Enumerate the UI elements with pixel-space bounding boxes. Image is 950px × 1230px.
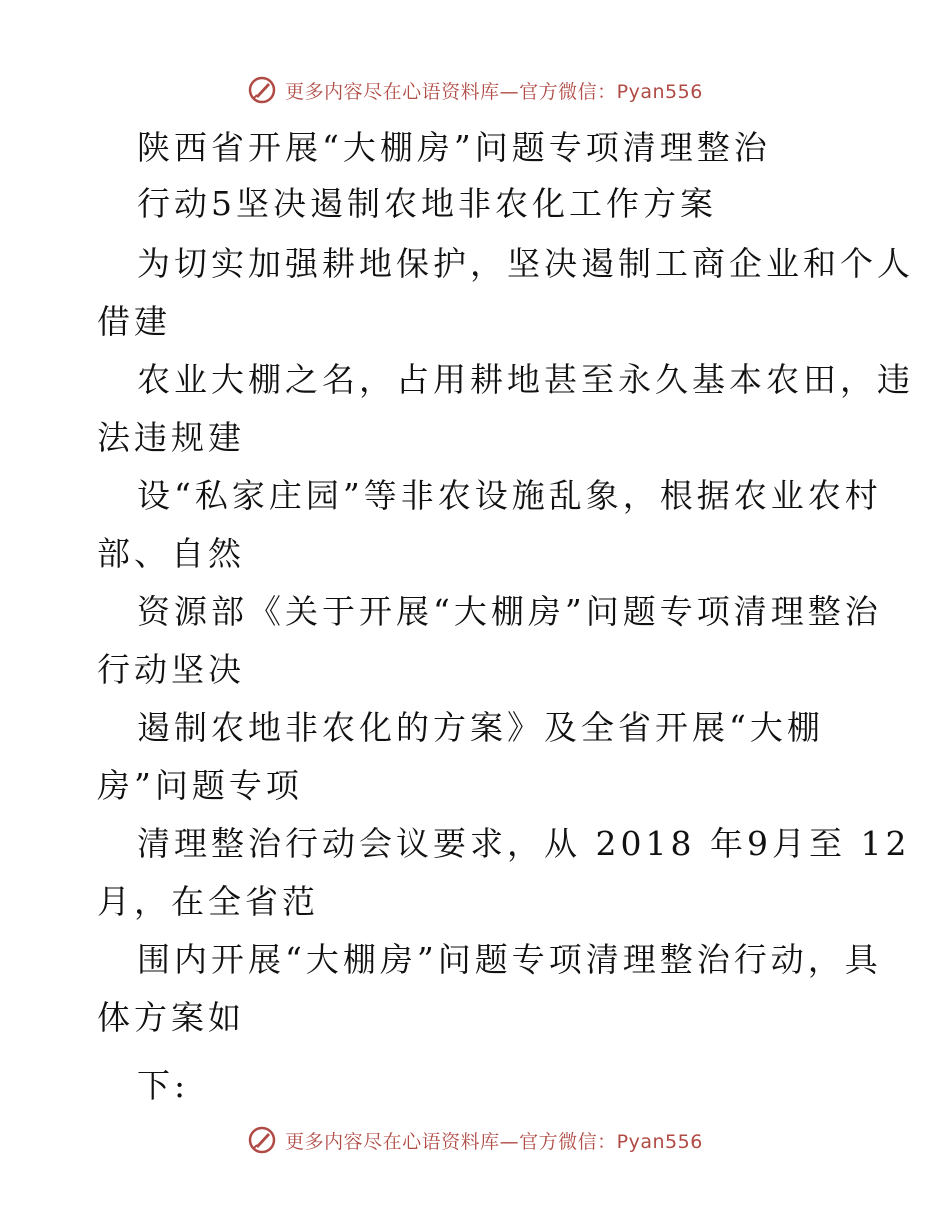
paragraph-line: 月，在全省范 xyxy=(97,882,319,921)
quill-stamp-icon xyxy=(247,1125,277,1155)
watermark-text: 更多内容尽在心语资料库—官方微信：Pyan556 xyxy=(285,80,703,103)
header-watermark xyxy=(0,70,950,110)
paragraph-line: 借建 xyxy=(97,302,171,341)
paragraph-line: 法违规建 xyxy=(97,418,245,457)
watermark-text: 更多内容尽在心语资料库—官方微信：Pyan556 xyxy=(285,1130,703,1153)
doc-title-line-2: 行动5坚决遏制农地非农化工作方案 xyxy=(137,184,717,223)
paragraph-line: 遏制农地非农化的方案》及全省开展“大棚 xyxy=(137,708,824,747)
paragraph-line: 为切实加强耕地保护，坚决遏制工商企业和个人 xyxy=(137,244,914,283)
paragraph-line: 资源部《关于开展“大棚房”问题专项清理整治 xyxy=(137,592,882,631)
paragraph-line: 房”问题专项 xyxy=(97,766,303,805)
paragraph-line: 部、自然 xyxy=(97,534,245,573)
paragraph-line: 围内开展“大棚房”问题专项清理整治行动，具 xyxy=(137,940,882,979)
doc-title-line-1: 陕西省开展“大棚房”问题专项清理整治 xyxy=(137,128,771,167)
paragraph-line: 设“私家庄园”等非农设施乱象，根据农业农村 xyxy=(137,476,882,515)
quill-stamp-icon xyxy=(247,75,277,105)
paragraph-line: 体方案如 xyxy=(97,998,245,1037)
footer-watermark xyxy=(0,1120,950,1160)
paragraph-line: 农业大棚之名，占用耕地甚至永久基本农田，违 xyxy=(137,360,914,399)
paragraph-line: 下: xyxy=(137,1066,190,1105)
paragraph-line: 清理整治行动会议要求，从 2018 年9月至 12 xyxy=(137,824,911,863)
paragraph-line: 行动坚决 xyxy=(97,650,245,689)
